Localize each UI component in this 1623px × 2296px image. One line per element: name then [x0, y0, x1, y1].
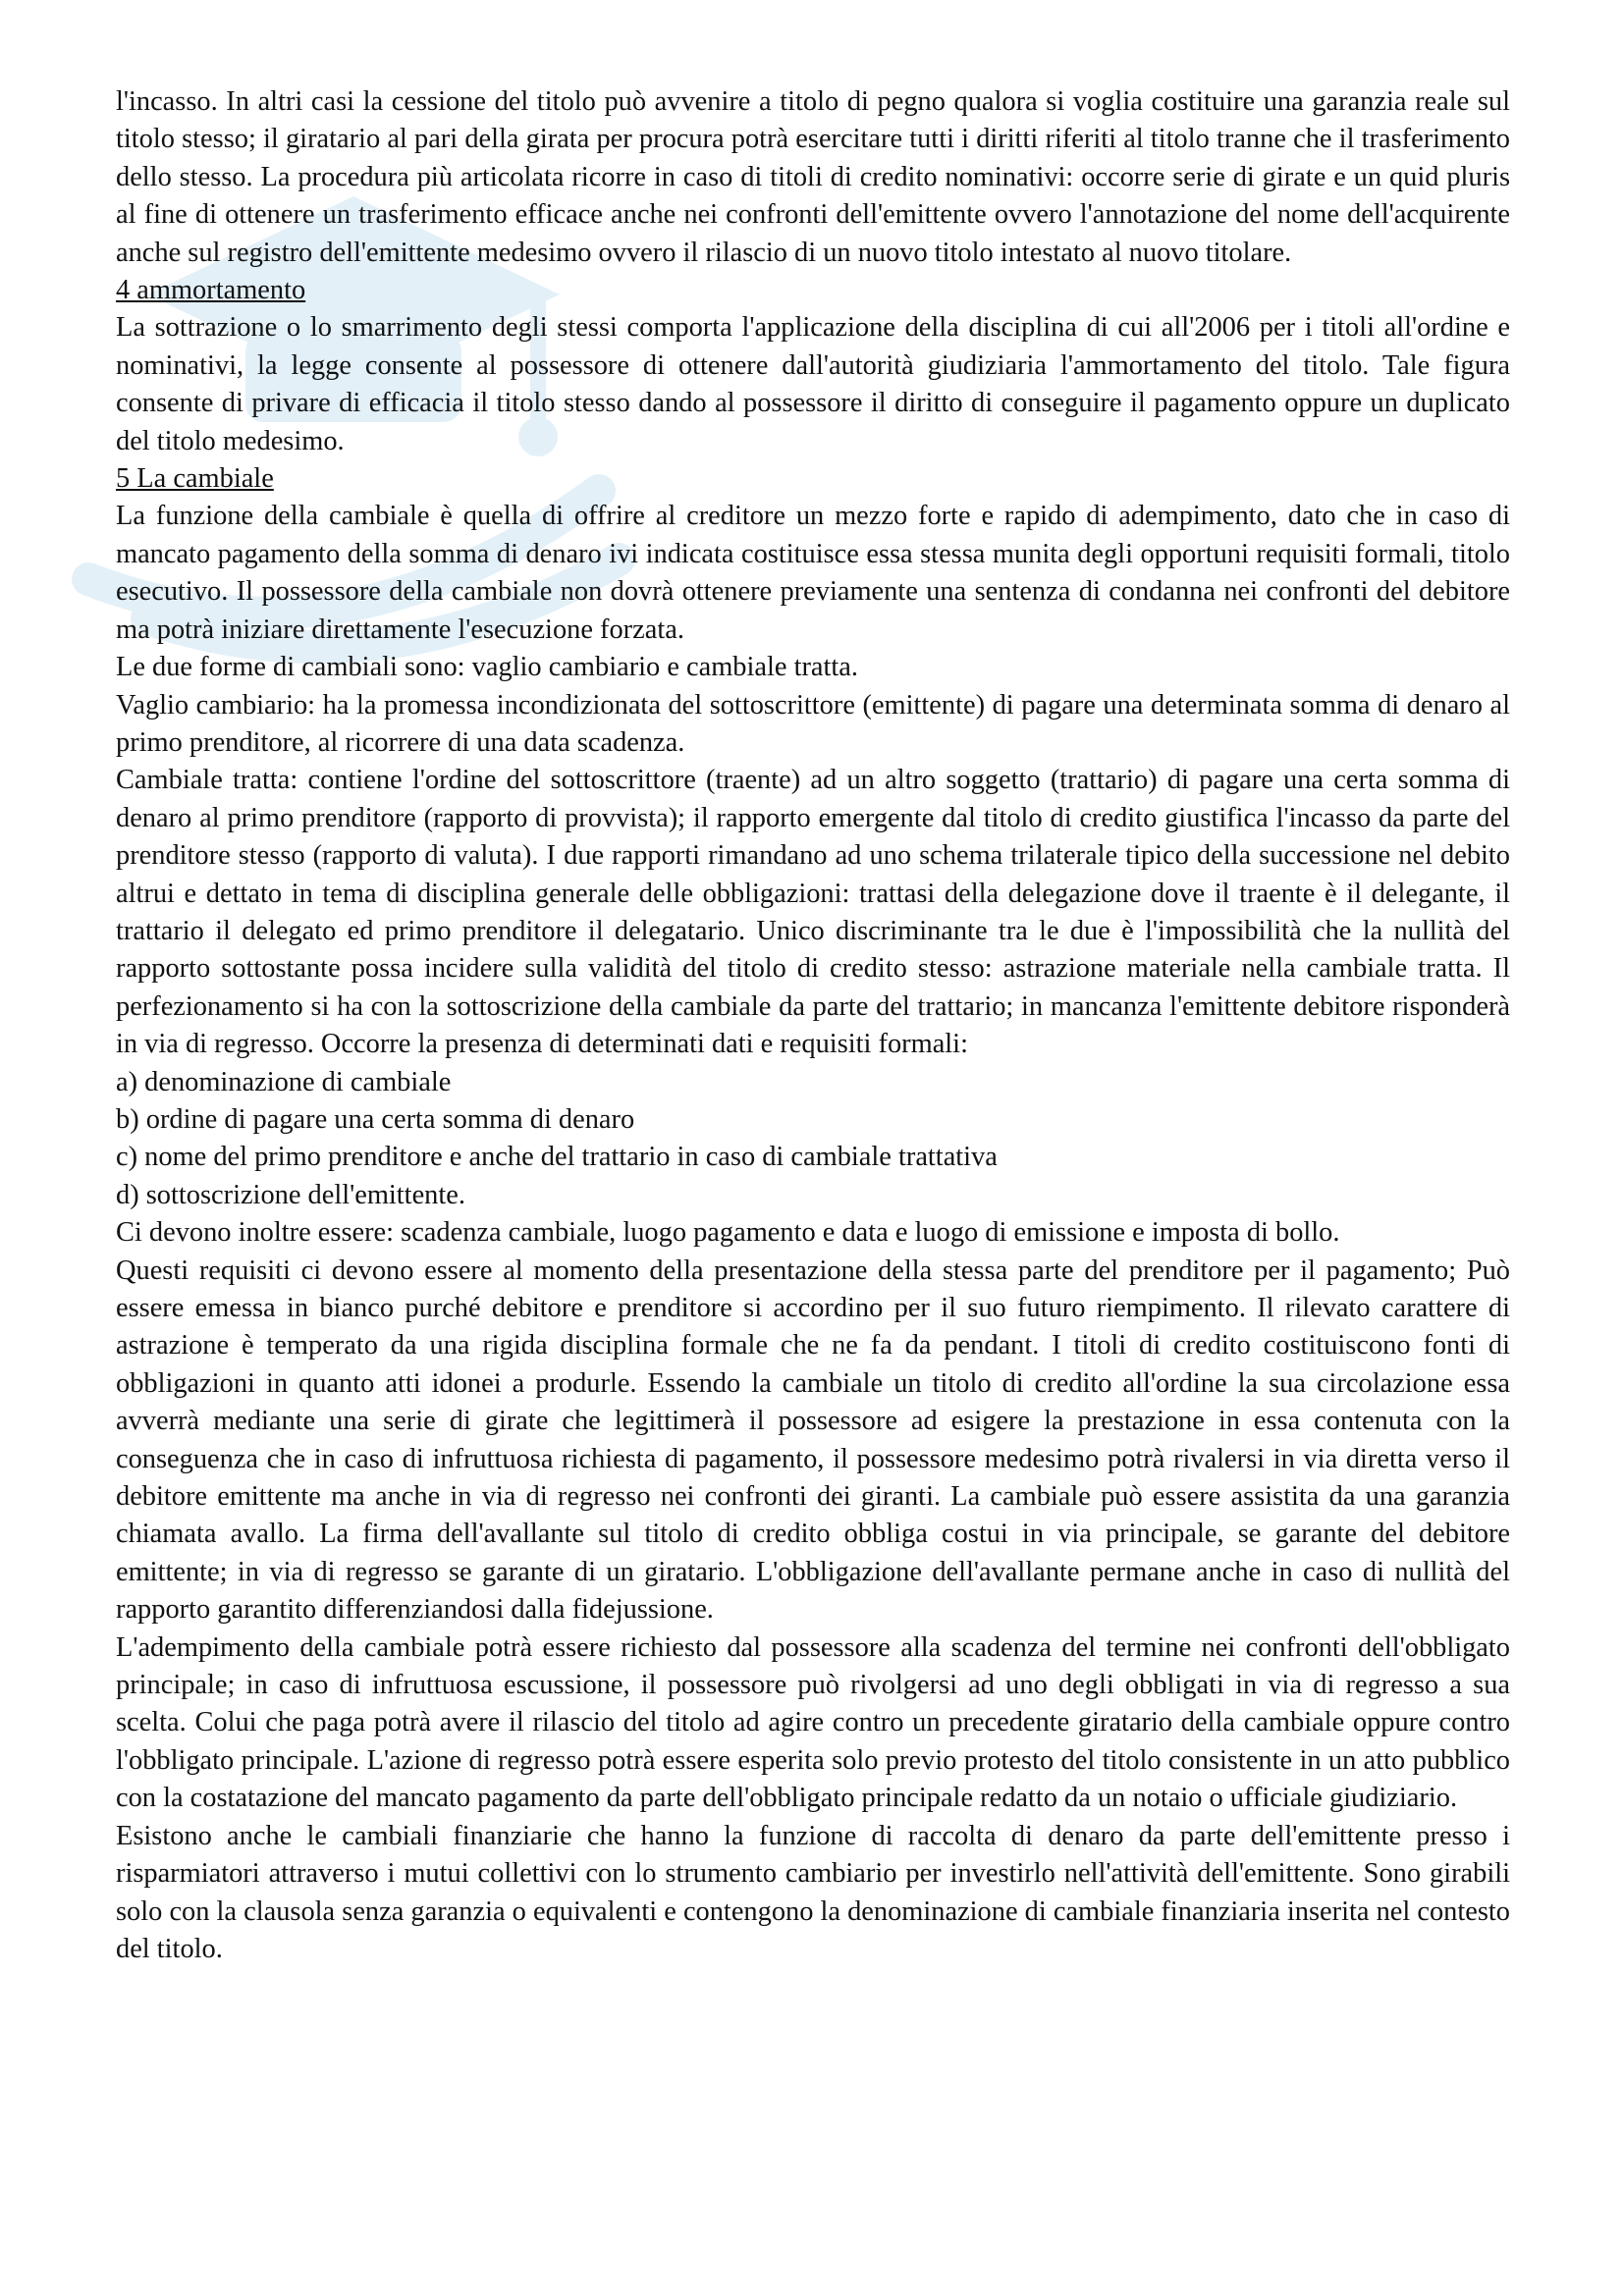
paragraph-forme-cambiali: Le due forme di cambiali sono: vaglio cambiario e cambiale tratta. [116, 652, 858, 683]
paragraph-incasso: l'incasso. In altri casi la cessione del titolo può avvenire a titolo di pegno qualora si voglia costituire una garanzia reale sul titolo stesso; il giratario al pari della girata per procura potrà esercitare tutti i diritti riferiti al titolo tranne che il trasferimento dello stesso. La procedura più articolata ricorre in caso di titoli di credito nominativi: occorre serie di girate e un quid pluris al fine di ottenere un trasferimento efficace anche nei confronti dell'emittente ovvero l'annotazione del nome dell'acquirente anche sul registro dell'emittente medesimo ovvero il rilascio di un nuovo titolo intestato al nuovo titolare. [116, 86, 1510, 268]
paragraph-cambiali-finanziarie: Esistono anche le cambiali finanziarie che hanno la funzione di raccolta di denaro da parte dell'emittente presso i risparmiatori attraverso i mutui collettivi con lo strumento cambiario per investirlo nell'attività dell'emittente. Sono girabili solo con la clausola senza garanzia o equivalenti e contengono la denominazione di cambiale finanziaria inserita nel contesto del titolo. [116, 1820, 1510, 1964]
paragraph-altri-requisiti: Ci devono inoltre essere: scadenza cambiale, luogo pagamento e data e luogo di emissione e imposta di bollo. [116, 1217, 1340, 1249]
paragraph-cambiale-tratta: Cambiale tratta: contiene l'ordine del sottoscrittore (traente) ad un altro soggetto (trattario) di pagare una certa somma di denaro al primo prenditore (rapporto di provvista); il rapporto emergente dal titolo di credito giustifica l'incasso da parte del prenditore stesso (rapporto di valuta). I due rapporti rimandano ad uno schema trilaterale tipico della successione nel debito altrui e dettato in tema di disciplina generale delle obbligazioni: trattasi della delegazione dove il traente è il delegante, il trattario il delegato ed primo prenditore il delegatario. Unico discriminante tra le due è l'impossibilità che la nullità del rapporto sottostante possa incidere sulla validità del titolo di credito stesso: astrazione materiale nella cambiale tratta. Il perfezionamento si ha con la sottoscrizione della cambiale da parte del trattario; in mancanza l'emittente debitore risponderà in via di regresso. Occorre la presenza di determinati dati e requisiti formali: [116, 765, 1510, 1060]
paragraph-requisiti-presentazione: Questi requisiti ci devono essere al momento della presentazione della stessa parte del prenditore per il pagamento; Può essere emessa in bianco purché debitore e prenditore si accordino per il suo futuro riempimento. Il rilevato carattere di astrazione è temperato da una rigida disciplina formale che ne fa da pendant. I titoli di credito costituiscono fonti di obbligazioni in quanto atti idonei a produrle. Essendo la cambiale un titolo di credito all'ordine la sua circolazione essa avverrà mediante una serie di girate che legittimerà il possessore ad esigere la prestazione in essa contenuta con la conseguenza che in caso di infruttuosa richiesta di pagamento, il possessore medesimo potrà rivalersi in via diretta verso il debitore emittente ma anche in via di regresso nei confronti dei giranti. La cambiale può essere assistita da una garanzia chiamata avallo. La firma dell'avallante sul titolo di credito obbliga costui in via principale, se garante del debitore emittente; in via di regresso se garante di un giratario. L'obbligazione dell'avallante permane anche in caso di nullità del rapporto garantito differenziandosi dalla fidejussione. [116, 1255, 1510, 1626]
list-item: c) nome del primo prenditore e anche del trattario in caso di cambiale trattativa [116, 1142, 998, 1173]
paragraph-funzione-cambiale: La funzione della cambiale è quella di offrire al creditore un mezzo forte e rapido di adempimento, dato che in caso di mancato pagamento della somma di denaro ivi indicata costituisce essa stessa munita degli opportuni requisiti formali, titolo esecutivo. Il possessore della cambiale non dovrà ottenere previamente una sentenza di condanna nei confronti del debitore ma potrà iniziare direttamente l'esecuzione forzata. [116, 501, 1510, 645]
list-item: d) sottoscrizione dell'emittente. [116, 1179, 465, 1210]
paragraph-vaglio-cambiario: Vaglio cambiario: ha la promessa incondizionata del sottoscrittore (emittente) di pagare una determinata somma di denaro al primo prenditore, al ricorrere di una data scadenza. [116, 689, 1510, 758]
paragraph-adempimento: L'adempimento della cambiale potrà essere richiesto dal possessore alla scadenza del termine nei confronti dell'obbligato principale; in caso di infruttuosa escussione, il possessore può rivolgersi ad uno degli obbligati in via di regresso a sua scelta. Colui che paga potrà avere il rilascio del titolo ad agire contro un precedente giratario della cambiale oppure contro l'obbligato principale. L'azione di regresso potrà essere esperita solo previo protesto del titolo consistente in un atto pubblico con la costatazione del mancato pagamento da parte dell'obbligato principale redatto da un notaio o ufficiale giudiziario. [116, 1631, 1510, 1814]
list-item: b) ordine di pagare una certa somma di denaro [116, 1103, 635, 1135]
document-page [116, 83, 1510, 1968]
paragraph-ammortamento: La sottrazione o lo smarrimento degli stessi comporta l'applicazione della disciplina di cui all'2006 per i titoli all'ordine e nominativi, la legge consente al possessore di ottenere dall'autorità giudiziaria l'ammortamento del titolo. Tale figura consente di privare di efficacia il titolo stesso dando al possessore il diritto di conseguire il pagamento oppure un duplicato del titolo medesimo. [116, 312, 1510, 456]
section-heading-ammortamento: 4 ammortamento [116, 275, 306, 306]
requirements-list [116, 1064, 1510, 1215]
section-heading-cambiale: 5 La cambiale [116, 463, 274, 495]
list-item: a) denominazione di cambiale [116, 1066, 452, 1097]
